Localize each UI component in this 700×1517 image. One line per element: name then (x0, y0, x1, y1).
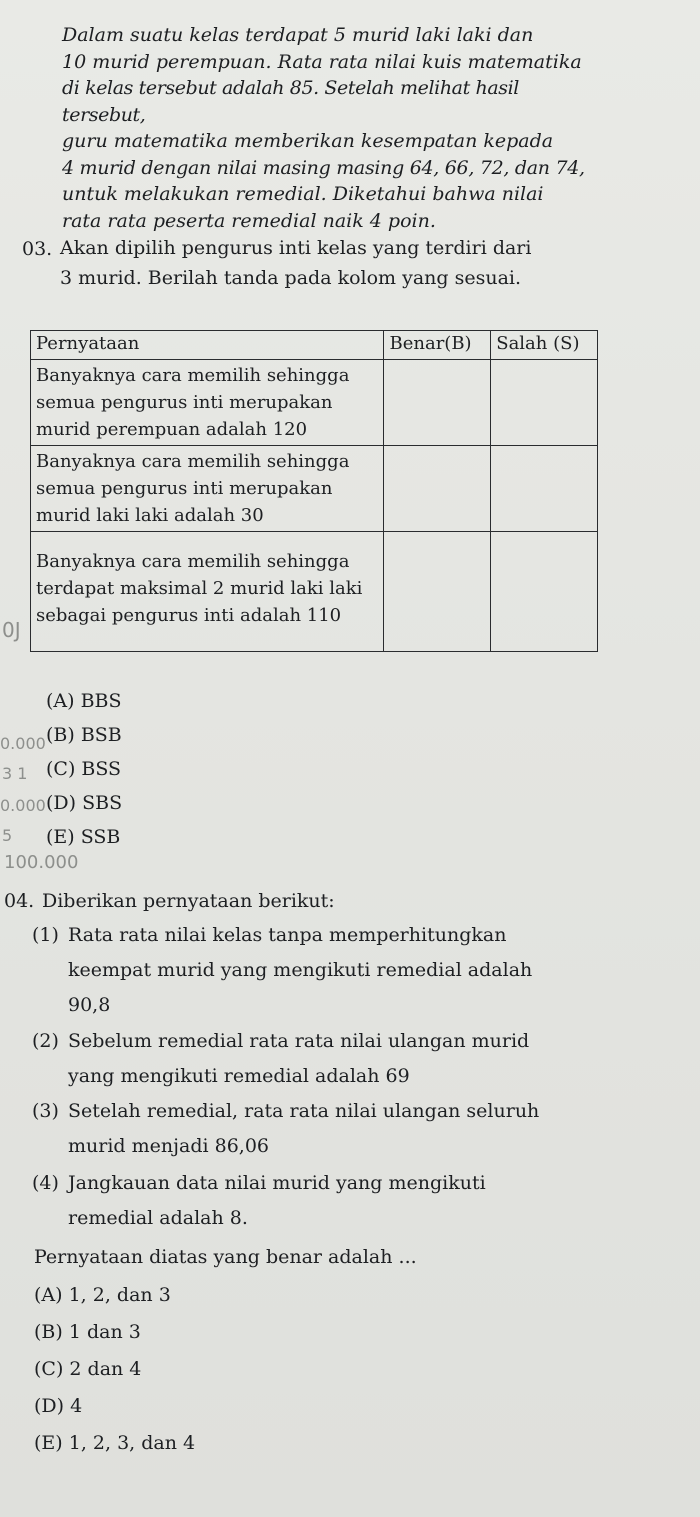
statement-line: Banyaknya cara memilih sehingga (36, 551, 350, 572)
question-4-number: 04. (4, 890, 35, 912)
table-row (31, 446, 598, 532)
intro-line: 10 murid perempuan. Rata rata nilai kuis matematika (62, 50, 582, 73)
benar-checkbox-cell[interactable] (384, 446, 491, 532)
statement-line: Banyaknya cara memilih sehingga (36, 365, 350, 386)
statement-1 (68, 918, 628, 1023)
question-4-prompt: Pernyataan diatas yang benar adalah ... (34, 1246, 417, 1268)
table-row (31, 360, 598, 446)
salah-checkbox-cell[interactable] (491, 532, 598, 652)
intro-line: untuk melakukan remedial. Diketahui bahwa nilai (62, 183, 544, 205)
statement-line: Jangkauan data nilai murid yang mengikuti (68, 1172, 486, 1194)
margin-scribble: 3 1 (2, 764, 28, 783)
statement-2-number: (2) (32, 1030, 59, 1052)
statement-line: keempat murid yang mengikuti remedial adalah (68, 959, 533, 981)
statement-line: remedial adalah 8. (68, 1207, 248, 1229)
benar-checkbox-cell[interactable] (384, 532, 491, 652)
statement-line: semua pengurus inti merupakan (36, 478, 333, 499)
statement-line: murid perempuan adalah 120 (36, 419, 308, 440)
salah-checkbox-cell[interactable] (491, 360, 598, 446)
statement-line: murid menjadi 86,06 (68, 1135, 270, 1157)
header-salah: Salah (S) (491, 331, 598, 360)
question-4-title: Diberikan pernyataan berikut: (42, 890, 335, 912)
statement-2 (68, 1024, 628, 1094)
margin-scribble: 100.000 (4, 852, 79, 873)
statement-3-number: (3) (32, 1100, 59, 1122)
question-3-text (60, 233, 620, 293)
q3-option-b[interactable]: (B) BSB (46, 724, 122, 746)
q4-option-b[interactable]: (B) 1 dan 3 (34, 1321, 141, 1343)
intro-line: rata rata peserta remedial naik 4 poin. (62, 209, 436, 232)
intro-line: di kelas tersebut adalah 85. Setelah melihat hasil tersebut, (62, 77, 519, 126)
statement-cell (31, 360, 384, 446)
margin-scribble: 0J (2, 618, 21, 642)
statement-4 (68, 1166, 628, 1236)
statement-line: 90,8 (68, 994, 111, 1016)
question-3-line: 3 murid. Berilah tanda pada kolom yang sesuai. (60, 267, 522, 289)
intro-line: Dalam suatu kelas terdapat 5 murid laki laki dan (62, 24, 534, 46)
statement-cell (31, 446, 384, 532)
statement-line: sebagai pengurus inti adalah 110 (36, 605, 342, 626)
statement-line: terdapat maksimal 2 murid laki laki (36, 578, 363, 599)
margin-scribble: 0.000 (0, 796, 46, 815)
q4-option-e[interactable]: (E) 1, 2, 3, dan 4 (34, 1432, 196, 1454)
salah-checkbox-cell[interactable] (491, 446, 598, 532)
q3-option-c[interactable]: (C) BSS (46, 758, 122, 780)
statement-line: Rata rata nilai kelas tanpa memperhitungkan (68, 924, 507, 946)
header-benar: Benar(B) (384, 331, 491, 360)
statement-line: murid laki laki adalah 30 (36, 505, 264, 526)
q3-option-e[interactable]: (E) SSB (46, 826, 121, 848)
table-header-row (31, 331, 598, 360)
question-3-line: Akan dipilih pengurus inti kelas yang terdiri dari (60, 237, 532, 259)
q3-option-a[interactable]: (A) BBS (46, 690, 122, 712)
statement-line: Sebelum remedial rata rata nilai ulangan murid (68, 1030, 530, 1052)
benar-checkbox-cell[interactable] (384, 360, 491, 446)
statement-3 (68, 1094, 628, 1164)
q4-option-a[interactable]: (A) 1, 2, dan 3 (34, 1284, 171, 1306)
intro-line: guru matematika memberikan kesempatan kepada (62, 130, 554, 152)
table-row (31, 532, 598, 652)
statement-line: Setelah remedial, rata rata nilai ulangan seluruh (68, 1100, 540, 1122)
margin-scribble: 0.000 (0, 734, 46, 753)
statement-cell (31, 532, 384, 652)
statement-1-number: (1) (32, 924, 59, 946)
margin-scribble: 5 (2, 826, 13, 845)
q4-option-d[interactable]: (D) 4 (34, 1395, 83, 1417)
statement-line: Banyaknya cara memilih sehingga (36, 451, 350, 472)
q3-option-d[interactable]: (D) SBS (46, 792, 123, 814)
intro-line: 4 murid dengan nilai masing masing 64, 66, 72, dan 74, (62, 156, 585, 179)
true-false-table (30, 330, 598, 652)
intro-paragraph (62, 22, 602, 234)
question-3-number: 03. (22, 238, 53, 260)
statement-4-number: (4) (32, 1172, 59, 1194)
statement-line: yang mengikuti remedial adalah 69 (68, 1065, 410, 1087)
statement-line: semua pengurus inti merupakan (36, 392, 333, 413)
header-pernyataan: Pernyataan (31, 331, 384, 360)
q4-option-c[interactable]: (C) 2 dan 4 (34, 1358, 142, 1380)
